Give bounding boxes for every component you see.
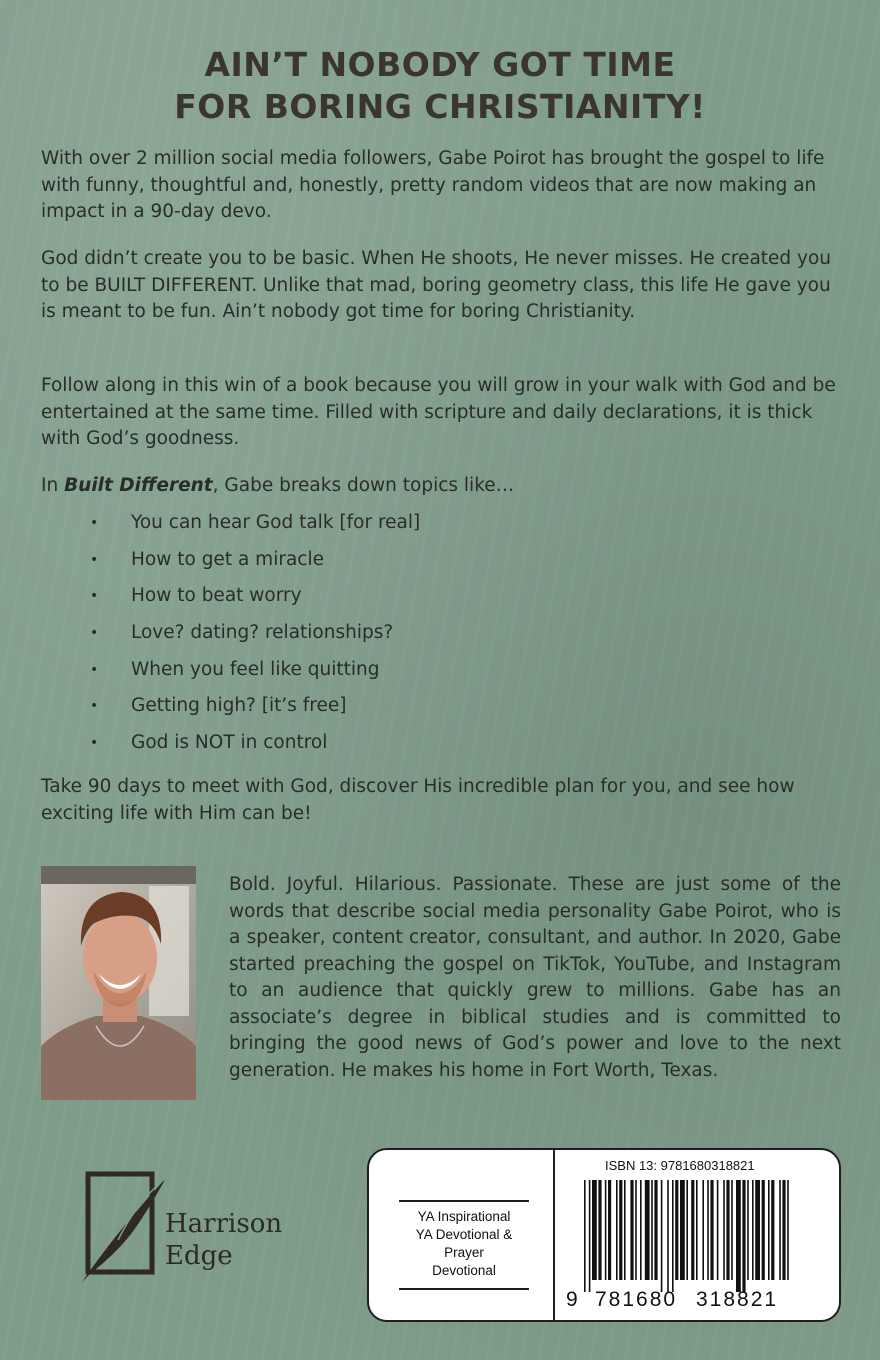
- author-portrait-image: [41, 866, 196, 1100]
- bullet-icon: •: [90, 515, 99, 531]
- barcode-bar: [645, 1180, 650, 1280]
- barcode-bar: [661, 1180, 663, 1292]
- list-item: • How to get a miracle: [41, 545, 741, 582]
- bullet-icon: •: [90, 551, 99, 568]
- barcode-bar: [736, 1180, 741, 1292]
- topics-intro: [41, 473, 841, 500]
- barcode-digit-first: 9: [566, 1288, 580, 1311]
- barcode-bar: [630, 1180, 633, 1280]
- bullet-icon: •: [90, 588, 99, 605]
- barcode-bar: [779, 1180, 781, 1280]
- barcode-bar: [640, 1180, 642, 1280]
- barcode-bar: [686, 1180, 688, 1280]
- barcode-bar: [598, 1180, 601, 1280]
- barcode-bar: [584, 1180, 586, 1292]
- barcode-bar: [635, 1180, 637, 1280]
- barcode-digits-left: 781680: [595, 1288, 678, 1311]
- barcode-bar: [672, 1180, 674, 1292]
- list-item: • When you feel like quitting: [41, 655, 741, 692]
- barcode-panel: [367, 1148, 841, 1322]
- list-item: • How to beat worry: [41, 581, 741, 618]
- follow-paragraph: Follow along in this win of a book because you will grow in your walk with God and be entertained at the same time. Filled with scripture and daily declarations, it is thick with God’s goodness.: [41, 375, 836, 449]
- list-item: • God is NOT in control: [41, 728, 741, 765]
- barcode-digits-right: 318821: [696, 1288, 779, 1311]
- barcode-bar: [771, 1180, 774, 1280]
- barcode-bar: [762, 1180, 765, 1280]
- barcode-bar: [654, 1180, 657, 1280]
- topics-list: [41, 508, 741, 765]
- barcode-bar: [651, 1180, 653, 1280]
- barcode-bar: [707, 1180, 709, 1280]
- book-title: Built Different: [64, 475, 213, 496]
- barcode-bar: [752, 1180, 754, 1280]
- barcode-bar: [680, 1180, 685, 1280]
- barcode-bar: [589, 1180, 591, 1292]
- barcode-bar: [619, 1180, 622, 1280]
- headline-line-2: FOR BORING CHRISTIANITY!: [174, 87, 706, 126]
- barcode-bar: [742, 1180, 745, 1292]
- barcode-bar: [710, 1180, 713, 1280]
- headline: [0, 44, 880, 128]
- isbn-label: ISBN 13: 9781680318821: [605, 1158, 755, 1173]
- quill-frame-icon: [78, 1170, 173, 1285]
- bullet-icon: •: [90, 735, 99, 752]
- basic-paragraph: God didn’t create you to be basic. When He shoots, He never misses. He created you to be BUILT DIFFERENT. Unlike that mad, boring geometry class, this life He gave you is meant to be fun. Ain’t nobody got time for boring Christianity.: [41, 248, 832, 322]
- intro-paragraph: With over 2 million social media followers, Gabe Poirot has brought the gospel to life with funny, thoughtful and, honestly, pretty random videos that are now making an impact in a 90-day devo.: [41, 148, 825, 222]
- headline-line-1: AIN’T NOBODY GOT TIME: [204, 45, 676, 84]
- closing-paragraph: Take 90 days to meet with God, discover His incredible plan for you, and see how exciting life with Him can be!: [41, 776, 795, 824]
- barcode-bar: [723, 1180, 725, 1280]
- barcode-bar: [624, 1180, 626, 1280]
- barcode-bar: [675, 1180, 678, 1280]
- author-bio: Bold. Joyful. Hilarious. Passionate. These are just some of the words that describe social media personality Gabe Poirot, who is a speaker, content creator, consultant, and author. In 2020, Gabe started preaching the gospel on TikTok, YouTube, and Instagram to an audience that quickly grew to millions. Gabe has an associate’s degree in biblical studies and is committed to bringing the good news of God’s power and love to the next generation. He makes his home in Fort Worth, Texas.: [229, 874, 841, 1081]
- barcode-bar: [747, 1180, 749, 1280]
- list-item: • You can hear God talk [for real]: [41, 508, 741, 545]
- barcode-bar: [768, 1180, 770, 1280]
- category-line: YA Inspirational: [417, 1209, 511, 1224]
- barcode-bar: [787, 1180, 789, 1280]
- barcode-bar: [667, 1180, 669, 1292]
- author-photo: [41, 866, 196, 1100]
- topics-suffix: , Gabe breaks down topics like…: [212, 475, 515, 496]
- category-line: Devotional: [432, 1263, 496, 1278]
- publisher-name: Harrison Edge: [165, 1209, 283, 1271]
- barcode-bar: [696, 1180, 698, 1280]
- barcode-bar: [755, 1180, 760, 1280]
- barcode-bar: [726, 1180, 729, 1280]
- bullet-icon: •: [90, 625, 99, 642]
- topics-prefix: In: [41, 475, 65, 496]
- category-line: YA Devotional & Prayer: [415, 1227, 513, 1260]
- list-item: • Getting high? [it’s free]: [41, 691, 741, 728]
- barcode-bar: [717, 1180, 719, 1280]
- barcode-bar: [782, 1180, 785, 1280]
- bullet-icon: •: [90, 698, 99, 715]
- barcode: [566, 1180, 806, 1292]
- panel-divider: [553, 1150, 555, 1320]
- barcode-bar: [702, 1180, 704, 1280]
- barcode-bar: [691, 1180, 694, 1280]
- barcode-bar: [608, 1180, 611, 1280]
- barcode-bar: [605, 1180, 607, 1280]
- barcode-bar: [731, 1180, 733, 1280]
- bullet-icon: •: [90, 661, 99, 678]
- barcode-bar: [592, 1180, 597, 1280]
- barcode-bar: [616, 1180, 618, 1280]
- category-block: [399, 1200, 529, 1290]
- list-item: • Love? dating? relationships?: [41, 618, 741, 655]
